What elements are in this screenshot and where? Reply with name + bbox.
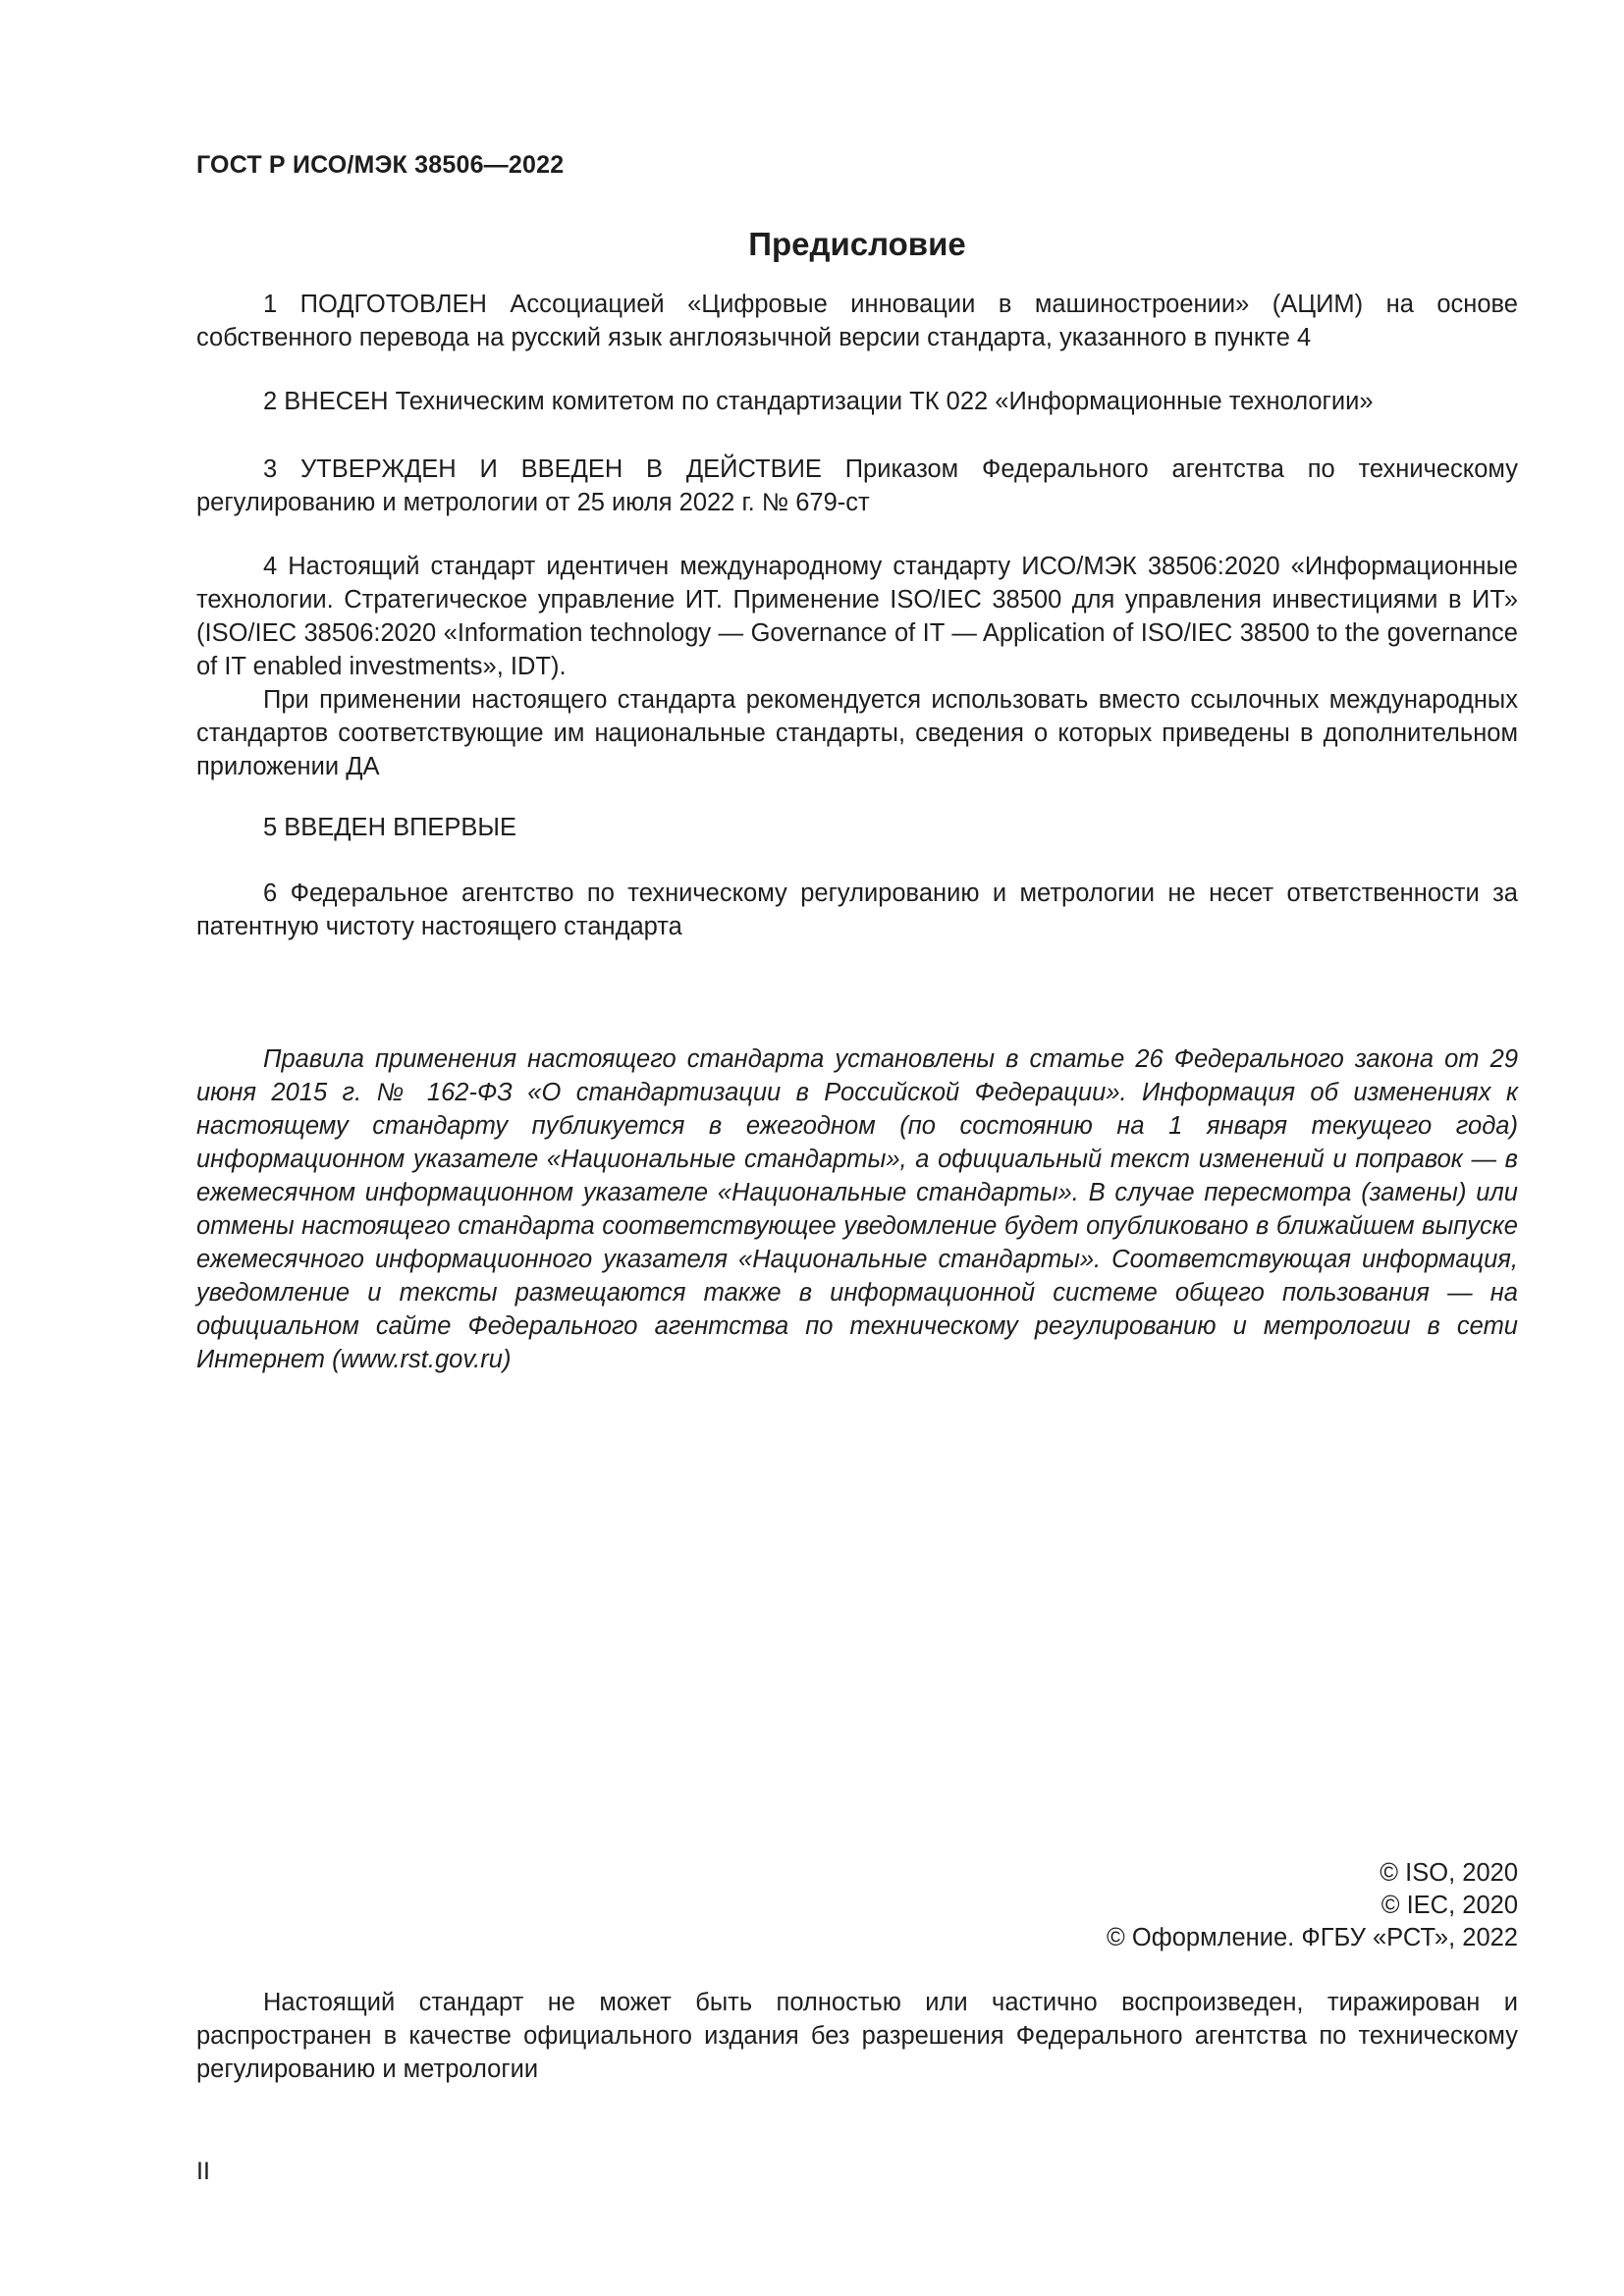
reproduction-notice-text: Настоящий стандарт не может быть полностью или частично воспроизведен, тиражирован и распространен в качестве официального издания без разрешения Федерального агентства по техническому регулированию и метрологии [196,1989,1518,2083]
paragraph-6 [196,877,1518,943]
copyright-iso: © ISO, 2020 [1380,1859,1518,1887]
rules-notice [196,1042,1518,1376]
paragraph-3 [196,453,1518,519]
document-header: ГОСТ Р ИСО/МЭК 38506—2022 [196,151,565,179]
page-title: Предисловие [748,226,966,262]
copyright-design: © Оформление. ФГБУ «РСТ», 2022 [1107,1924,1518,1951]
paragraph-3-text: 3 УТВЕРЖДЕН И ВВЕДЕН В ДЕЙСТВИЕ Приказом Федерального агентства по техническому регулированию и метрологии от 25 июля 2022 г. № 679-ст [196,455,1518,516]
paragraph-4-note: При применении настоящего стандарта рекомендуется использовать вместо ссылочных международных стандартов соответствующие им национальные стандарты, сведения о которых приведены в дополнительном приложении ДА [196,686,1518,780]
paragraph-1-text: 1 ПОДГОТОВЛЕН Ассоциацией «Цифровые инновации в машиностроении» (АЦИМ) на основе собственного перевода на русский язык англоязычной версии стандарта, указанного в пункте 4 [196,291,1518,351]
paragraph-6-text: 6 Федеральное агентство по техническому регулированию и метрологии не несет ответственности за патентную чистоту настоящего стандарта [196,880,1518,940]
paragraph-1 [196,288,1518,354]
paragraph-2 [196,385,1518,418]
rules-notice-text: Правила применения настоящего стандарта установлены в статье 26 Федерального закона от 29 июня 2015 г. № 162-ФЗ «О стандартизации в Российской Федерации». Информация об изменениях к настоящему стандарту публикуется в ежегодном (по состоянию на 1 января текущего года) информационном указателе «Национальные стандарты», а официальный текст изменений и поправок — в ежемесячном информационном указателе «Национальные стандарты». В случае пересмотра (замены) или отмены настоящего стандарта соответствующее уведомление будет опубликовано в ближайшем выпуске ежемесячного информационного указателя «Национальные стандарты». Соответствующая информация, уведомление и тексты размещаются также в информационной системе общего пользования — на официальном сайте Федерального агентства по техническому регулированию и метрологии в сети Интернет (www.rst.gov.ru) [196,1045,1518,1373]
paragraph-4-text: 4 Настоящий стандарт идентичен международному стандарту ИСО/МЭК 38506:2020 «Информационные технологии. Стратегическое управление ИТ. Применение ISO/IEC 38500 для управления инвестициями в ИТ» (ISO/IEC 38506:2020 «Information technology — Governance of IT — Application of ISO/IEC 38500 to the governance of IT enabled investments», IDT). [196,553,1518,680]
paragraph-4 [196,550,1518,783]
reproduction-notice [196,1986,1518,2086]
page-number: II [196,2158,210,2185]
paragraph-5 [196,811,1518,844]
copyright-block [1107,1857,1518,1954]
paragraph-5-text: 5 ВВЕДЕН ВПЕРВЫЕ [263,814,517,841]
paragraph-2-text: 2 ВНЕСЕН Техническим комитетом по стандартизации ТК 022 «Информационные технологии» [263,388,1374,415]
copyright-iec: © IEC, 2020 [1380,1892,1518,1919]
